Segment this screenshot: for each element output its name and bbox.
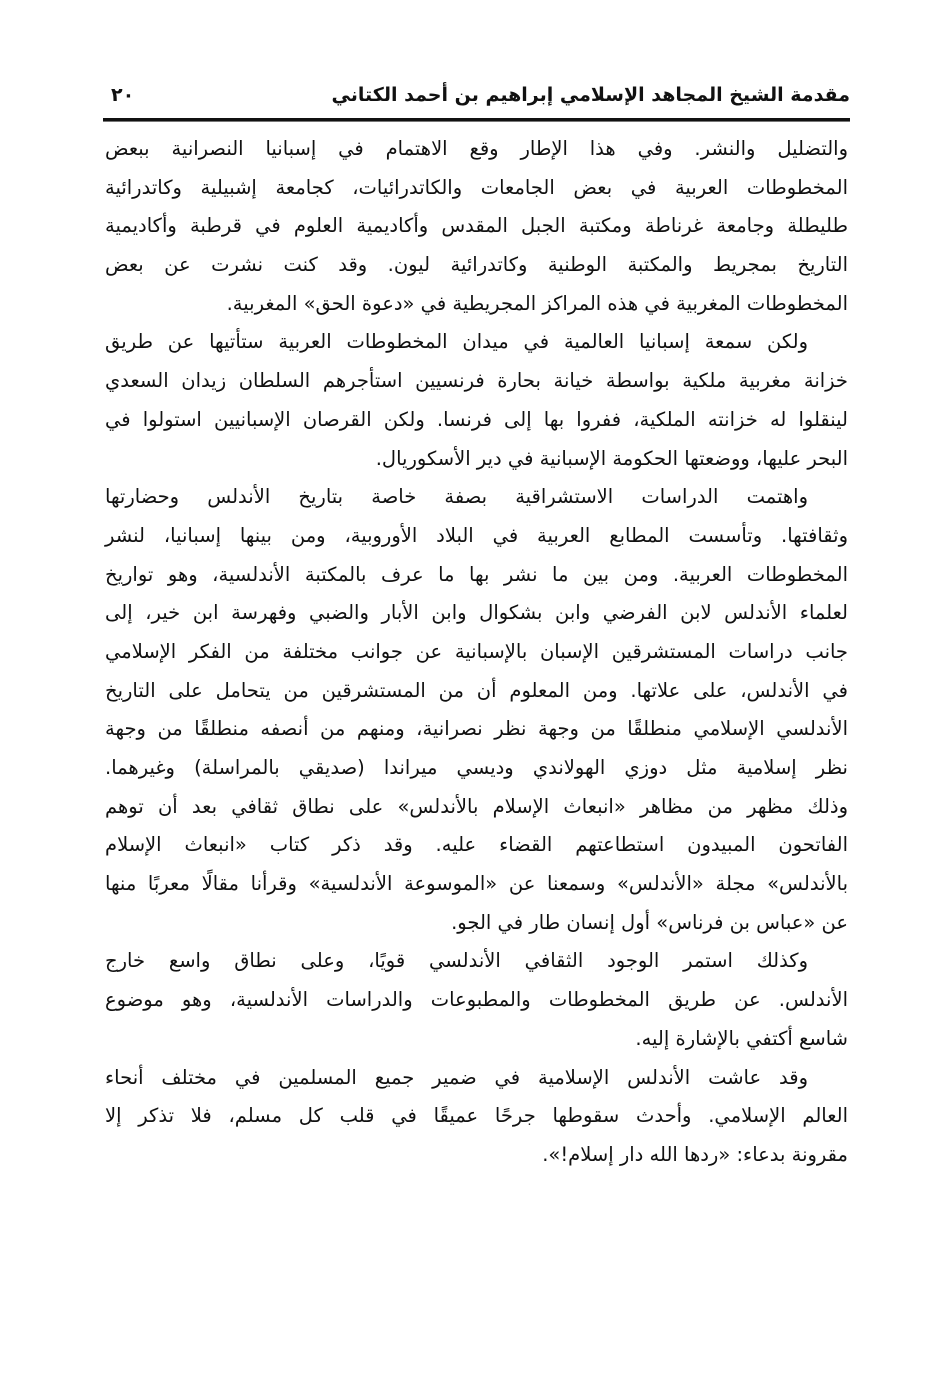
header-rule [103,118,850,122]
text-line: المخطوطات المغربية في هذه المراكز المجريطية في «دعوة الحق» المغربية. [226,291,848,315]
text-line: لينقلوا له خزانته الملكية، ففروا بها إلى فرنسا. ولكن القرصان الإسبانيين استولوا في [105,407,848,431]
text-line: وقد عاشت الأندلس الإسلامية في ضمير جميع المسلمين في مختلف أنحاء [105,1065,808,1089]
paragraph [105,130,848,323]
text-line: جانب دراسات المستشرقين الإسبان بالإسبانية عن جوانب مختلفة من الفكر الإسلامي [105,639,848,663]
text-line: العالم الإسلامي. وأحدث سقوطها جرحًا عميقًا في قلب كل مسلم، فلا تذكر إلا [105,1104,848,1128]
text-line: التاريخ بمجريط والمكتبة الوطنية وكاتدرائية ليون. وقد كنت نشرت عن بعض [105,253,848,277]
header-title: مقدمة الشيخ المجاهد الإسلامي إبراهيم بن أحمد الكتاني [331,84,850,106]
paragraph [105,323,848,478]
paragraph [105,942,848,1058]
text-line: وثقافتها. وتأسست المطابع العربية في البلاد الأوروبية، ومن بينها إسبانيا، لنشر [105,523,848,547]
page-body [105,130,848,1175]
text-line: نظر إسلامية مثل دوزي الهولاندي وديسي ميراندا (صديقي بالمراسلة) وغيرهما. [105,756,848,779]
page-number: ٢٠ [111,84,135,106]
text-line: خزانة مغربية ملكية بواسطة خيانة بحارة فرنسيين استأجرهم السلطان زيدان السعدي [105,369,848,393]
paragraph [105,478,848,942]
text-line: لعلماء الأندلس لابن الفرضي وابن بشكوال وابن الأبار والضبي وفهرسة ابن خير، إلى [105,601,848,625]
text-line: واهتمت الدراسات الاستشراقية بصفة خاصة بتاريخ الأندلس وحضارتها [105,485,808,509]
text-line: الفاتحون المبيدون استطاعتهم القضاء عليه. وقد ذكر كتاب «انبعاث الإسلام [105,833,848,857]
text-line: طليطلة وجامعة غرناطة ومكتبة الجبل المقدس وأكاديمية العلوم في قرطبة وأكاديمية [105,214,848,238]
running-header [103,80,850,114]
text-line: البحر عليها، ووضعتها الحكومة الإسبانية في دير الأسكوريال. [375,446,848,470]
text-line: المخطوطات العربية. ومن بين ما نشر بها ما عرف بالمكتبة الأندلسية، وهو تواريخ [105,562,848,586]
text-line: عن «عباس بن فرناس» أول إنسان طار في الجو. [451,910,848,934]
text-line: مقرونة بدعاء: «ردها الله دار إسلام!». [542,1142,848,1166]
text-line: المخطوطات العربية في بعض الجامعات والكاتدرائيات، كجامعة إشبيلية وكاتدرائية [105,175,848,199]
text-line: وكذلك استمر الوجود الثقافي الأندلسي قويًا، وعلى نطاق واسع خارج [105,949,808,973]
text-line: في الأندلس، على علاتها. ومن المعلوم أن من المستشرقين من يتحامل على التاريخ [105,678,848,702]
text-line: والتضليل والنشر. وفي هذا الإطار وقع الاهتمام في إسبانيا النصرانية ببعض [105,137,848,160]
text-line: ولكن سمعة إسبانيا العالمية في ميدان المخطوطات العربية ستأتيها عن طريق [105,330,808,354]
text-line: بالأندلس» مجلة «الأندلس» وسمعنا عن «الموسوعة الأندلسية» وقرأنا مقالًا معربًا منها [105,872,848,896]
text-line: شاسع أكتفي بالإشارة إليه. [635,1026,848,1050]
text-line: وذلك مظهر من مظاهر «انبعاث الإسلام بالأندلس» على نطاق ثقافي بعد أن توهم [105,794,848,818]
text-line: الأندلس. عن طريق المخطوطات والمطبوعات والدراسات الأندلسية، وهو موضوع [105,988,848,1012]
paragraph [105,1059,848,1175]
text-line: الأندلسي الإسلامي منطلقًا من وجهة نظر نصرانية، ومنهم من أنصفه منطلقًا من وجهة [105,717,848,741]
